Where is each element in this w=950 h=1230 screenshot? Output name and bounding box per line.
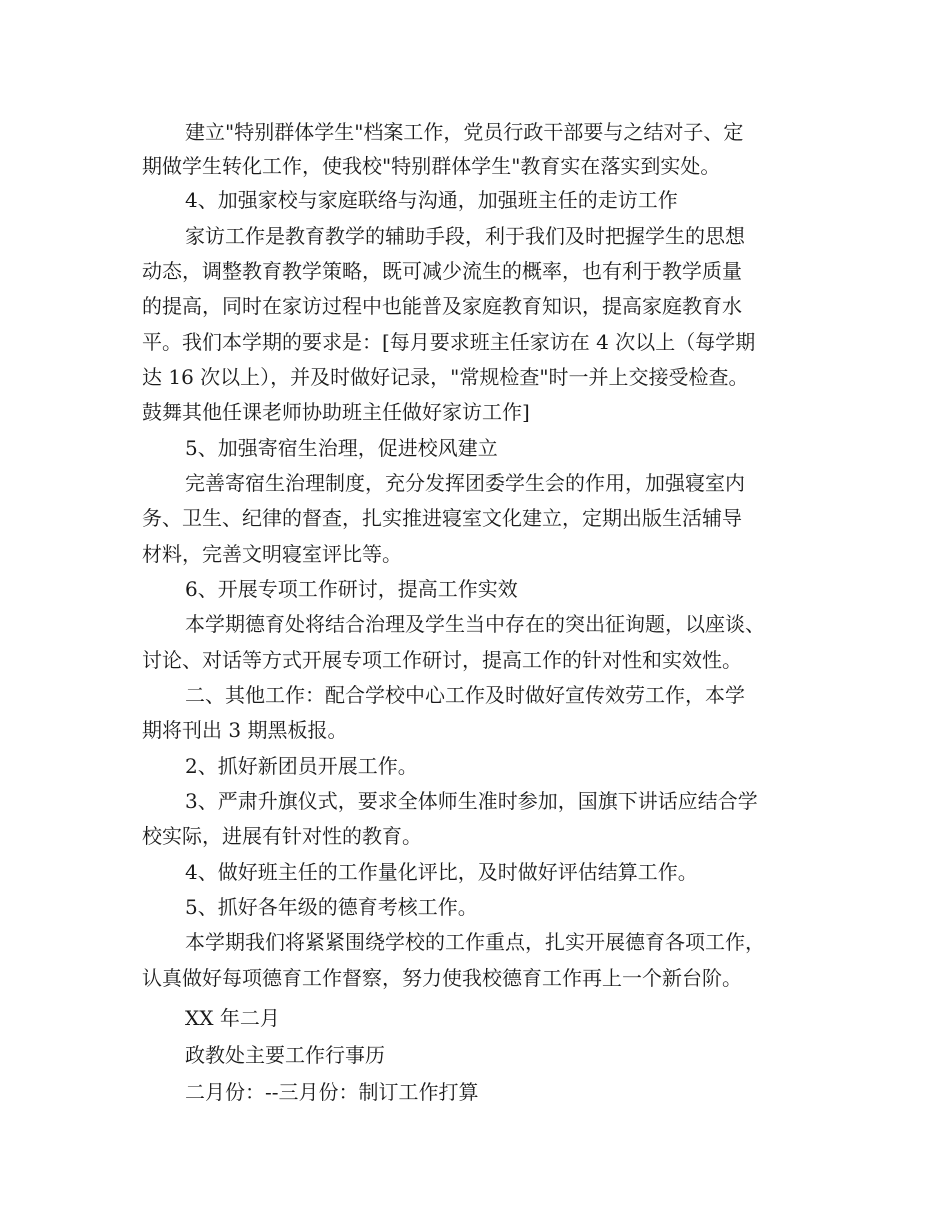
list-item: 4、做好班主任的工作量化评比，及时做好评估结算工作。 — [185, 860, 698, 884]
list-item: 3、严肃升旗仪式，要求全体师生准时参加，国旗下讲话应结合学 — [185, 789, 758, 813]
subtitle: 政教处主要工作行事历 — [185, 1043, 385, 1067]
text-line: 材料，完善文明寝室评比等。 — [142, 542, 402, 566]
text-line: 二月份：--三月份：制订工作打算 — [185, 1080, 479, 1104]
section-heading: 6、开展专项工作研讨，提高工作实效 — [185, 577, 518, 601]
text-line: 务、卫生、纪律的督查，扎实推进寝室文化建立，定期出版生活辅导 — [142, 506, 742, 530]
date-line: XX 年二月 — [185, 1006, 280, 1030]
text-line: 建立"特别群体学生"档案工作，党员行政干部要与之结对子、定 — [185, 120, 744, 144]
text-line: 本学期德育处将结合治理及学生当中存在的突出征询题，以座谈、 — [185, 612, 765, 636]
text-line: 完善寄宿生治理制度，充分发挥团委学生会的作用，加强寝室内 — [185, 471, 745, 495]
text-line: 本学期我们将紧紧围绕学校的工作重点，扎实开展德育各项工作， — [185, 930, 765, 954]
text-line: 平。我们本学期的要求是：[每月要求班主任家访在 4 次以上（每学期 — [142, 330, 756, 354]
section-heading: 4、加强家校与家庭联络与沟通，加强班主任的走访工作 — [185, 188, 678, 212]
text-line: 校实际，进展有针对性的教育。 — [142, 824, 422, 848]
list-item: 5、抓好各年级的德育考核工作。 — [185, 895, 478, 919]
text-line: 期将刊出 3 期黑板报。 — [142, 718, 348, 742]
text-line: 鼓舞其他任课老师协助班主任做好家访工作] — [142, 400, 530, 424]
text-line: 认真做好每项德育工作督察，努力使我校德育工作再上一个新台阶。 — [142, 966, 742, 990]
text-line: 家访工作是教育教学的辅助手段，利于我们及时把握学生的思想 — [185, 224, 745, 248]
text-line: 达 16 次以上），并及时做好记录，"常规检查"时一并上交接受检查。 — [142, 365, 749, 389]
text-line: 期做学生转化工作，使我校"特别群体学生"教育实在落实到实处。 — [142, 154, 721, 178]
text-line: 讨论、对话等方式开展专项工作研讨，提高工作的针对性和实效性。 — [142, 648, 742, 672]
list-item: 2、抓好新团员开展工作。 — [185, 754, 418, 778]
section-heading: 5、加强寄宿生治理，促进校风建立 — [185, 436, 498, 460]
text-line: 的提高，同时在家访过程中也能普及家庭教育知识，提高家庭教育水 — [142, 294, 742, 318]
section-heading: 二、其他工作：配合学校中心工作及时做好宣传效劳工作，本学 — [185, 683, 745, 707]
text-line: 动态，调整教育教学策略，既可减少流生的概率，也有利于教学质量 — [142, 259, 742, 283]
